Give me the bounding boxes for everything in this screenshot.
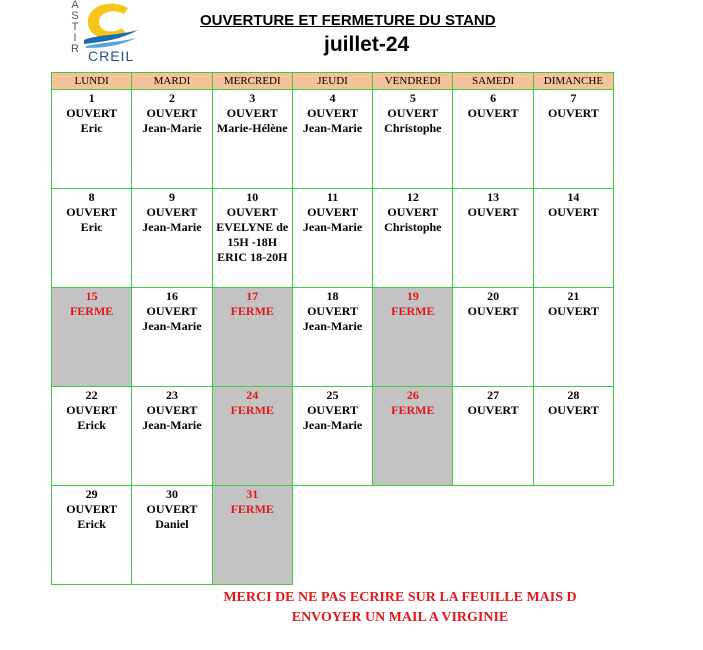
- day-person: Eric: [80, 220, 103, 234]
- day-person: Christophe: [384, 121, 442, 135]
- day-cell: [212, 288, 292, 387]
- empty-cell: [533, 486, 613, 585]
- day-cell: [52, 288, 132, 387]
- day-status: OUVERT: [547, 205, 599, 219]
- day-number: 14: [567, 190, 580, 204]
- day-cell: [52, 387, 132, 486]
- day-status: OUVERT: [146, 403, 198, 417]
- day-number: 30: [165, 487, 178, 501]
- day-number: 28: [567, 388, 580, 402]
- footer-note: [150, 588, 650, 628]
- day-cell: [292, 90, 372, 189]
- day-number: 3: [249, 91, 256, 105]
- day-status: OUVERT: [307, 106, 358, 120]
- day-status: OUVERT: [307, 205, 358, 219]
- day-number: 20: [487, 289, 500, 303]
- day-number: 7: [570, 91, 577, 105]
- week-row: [52, 90, 614, 189]
- day-number: 16: [165, 289, 178, 303]
- day-status: OUVERT: [467, 403, 519, 417]
- day-status: OUVERT: [226, 205, 278, 219]
- day-cell: [212, 90, 292, 189]
- day-status: FERME: [391, 403, 435, 417]
- day-status: OUVERT: [66, 403, 118, 417]
- day-cell: [533, 90, 613, 189]
- day-number: 17: [246, 289, 259, 303]
- day-number: 15: [85, 289, 98, 303]
- day-number: 6: [490, 91, 497, 105]
- day-person: EVELYNE de 15H -18H ERIC 18-20H: [216, 220, 289, 264]
- day-person: Marie-Hélène: [216, 121, 288, 135]
- day-number: 9: [168, 190, 175, 204]
- day-status: OUVERT: [66, 106, 118, 120]
- day-status: OUVERT: [146, 502, 198, 516]
- logo-vertical-text: A S T I R: [71, 0, 79, 55]
- day-number: 2: [168, 91, 175, 105]
- day-cell: [292, 387, 372, 486]
- day-cell: [52, 189, 132, 288]
- day-person: Erick: [77, 517, 106, 531]
- calendar-table: [51, 72, 614, 585]
- day-status: FERME: [391, 304, 435, 318]
- day-number: 19: [406, 289, 419, 303]
- day-status: OUVERT: [146, 304, 198, 318]
- logo-swoosh-icon: [70, 0, 142, 50]
- empty-cell: [292, 486, 372, 585]
- day-status: OUVERT: [547, 304, 599, 318]
- day-cell: [533, 387, 613, 486]
- day-number: 31: [246, 487, 259, 501]
- weekday-header: LUNDI: [52, 73, 132, 90]
- day-status: OUVERT: [467, 106, 519, 120]
- weekday-header: MERCREDI: [212, 73, 292, 90]
- day-cell: [453, 90, 533, 189]
- day-person: Jean-Marie: [302, 319, 363, 333]
- day-status: OUVERT: [547, 403, 599, 417]
- weekday-header: VENDREDI: [373, 73, 453, 90]
- day-cell: [533, 189, 613, 288]
- day-cell: [533, 288, 613, 387]
- day-person: Jean-Marie: [142, 418, 202, 432]
- day-status: OUVERT: [66, 205, 118, 219]
- weekday-header: SAMEDI: [453, 73, 533, 90]
- month-label: juillet-24: [324, 33, 410, 56]
- day-cell: [292, 189, 372, 288]
- day-number: 29: [85, 487, 98, 501]
- footer-line: ENVOYER UN MAIL A VIRGINIE: [291, 610, 509, 625]
- day-status: OUVERT: [146, 106, 198, 120]
- day-cell: [132, 387, 212, 486]
- day-status: OUVERT: [226, 106, 278, 120]
- day-cell: [212, 189, 292, 288]
- day-person: Jean-Marie: [302, 220, 363, 234]
- weekday-header: DIMANCHE: [533, 73, 613, 90]
- day-status: OUVERT: [146, 205, 198, 219]
- day-number: 1: [88, 91, 95, 105]
- day-number: 5: [409, 91, 416, 105]
- day-person: Jean-Marie: [142, 319, 202, 333]
- day-status: OUVERT: [387, 205, 439, 219]
- day-person: Jean-Marie: [302, 418, 363, 432]
- logo-text: CREIL: [88, 48, 135, 64]
- weekday-header: MARDI: [132, 73, 212, 90]
- day-status: FERME: [230, 403, 274, 417]
- day-person: Eric: [80, 121, 103, 135]
- day-cell: [212, 486, 292, 585]
- day-person: Jean-Marie: [142, 220, 202, 234]
- day-status: FERME: [69, 304, 114, 318]
- day-cell: [52, 90, 132, 189]
- day-status: OUVERT: [66, 502, 118, 516]
- day-cell: [212, 387, 292, 486]
- day-status: OUVERT: [467, 304, 519, 318]
- day-cell: [453, 189, 533, 288]
- day-number: 12: [406, 190, 419, 204]
- day-cell: [52, 486, 132, 585]
- day-status: FERME: [230, 304, 274, 318]
- day-cell: [373, 189, 453, 288]
- day-cell: [453, 387, 533, 486]
- day-number: 22: [85, 388, 98, 402]
- day-number: 8: [88, 190, 95, 204]
- week-row: [52, 189, 614, 288]
- weekday-header-row: [52, 73, 614, 90]
- day-cell: [373, 288, 453, 387]
- day-status: FERME: [230, 502, 274, 516]
- day-person: Jean-Marie: [142, 121, 202, 135]
- empty-cell: [453, 486, 533, 585]
- day-number: 25: [326, 388, 339, 402]
- day-status: OUVERT: [387, 106, 439, 120]
- day-number: 27: [487, 388, 500, 402]
- day-status: OUVERT: [307, 304, 358, 318]
- day-cell: [292, 288, 372, 387]
- empty-cell: [373, 486, 453, 585]
- page-title: OUVERTURE ET FERMETURE DU STAND: [200, 12, 496, 29]
- day-cell: [132, 486, 212, 585]
- week-row: [52, 486, 614, 585]
- day-cell: [453, 288, 533, 387]
- week-row: [52, 387, 614, 486]
- day-person: Jean-Marie: [302, 121, 363, 135]
- day-number: 4: [329, 91, 336, 105]
- day-cell: [132, 90, 212, 189]
- day-number: 23: [165, 388, 178, 402]
- day-status: OUVERT: [467, 205, 519, 219]
- day-cell: [373, 387, 453, 486]
- weekday-header: JEUDI: [292, 73, 372, 90]
- day-number: 13: [487, 190, 500, 204]
- day-cell: [132, 288, 212, 387]
- week-row: [52, 288, 614, 387]
- day-number: 10: [246, 190, 259, 204]
- day-status: OUVERT: [547, 106, 599, 120]
- astir-creil-logo: [70, 0, 142, 64]
- day-number: 24: [246, 388, 259, 402]
- day-cell: [373, 90, 453, 189]
- day-person: Erick: [77, 418, 106, 432]
- day-cell: [132, 189, 212, 288]
- day-person: Christophe: [384, 220, 442, 234]
- day-number: 21: [567, 289, 580, 303]
- day-person: Daniel: [155, 517, 189, 531]
- day-number: 18: [326, 289, 339, 303]
- day-status: OUVERT: [307, 403, 358, 417]
- footer-line: MERCI DE NE PAS ECRIRE SUR LA FEUILLE MAIS D: [223, 590, 577, 605]
- day-number: 11: [326, 190, 339, 204]
- day-number: 26: [406, 388, 419, 402]
